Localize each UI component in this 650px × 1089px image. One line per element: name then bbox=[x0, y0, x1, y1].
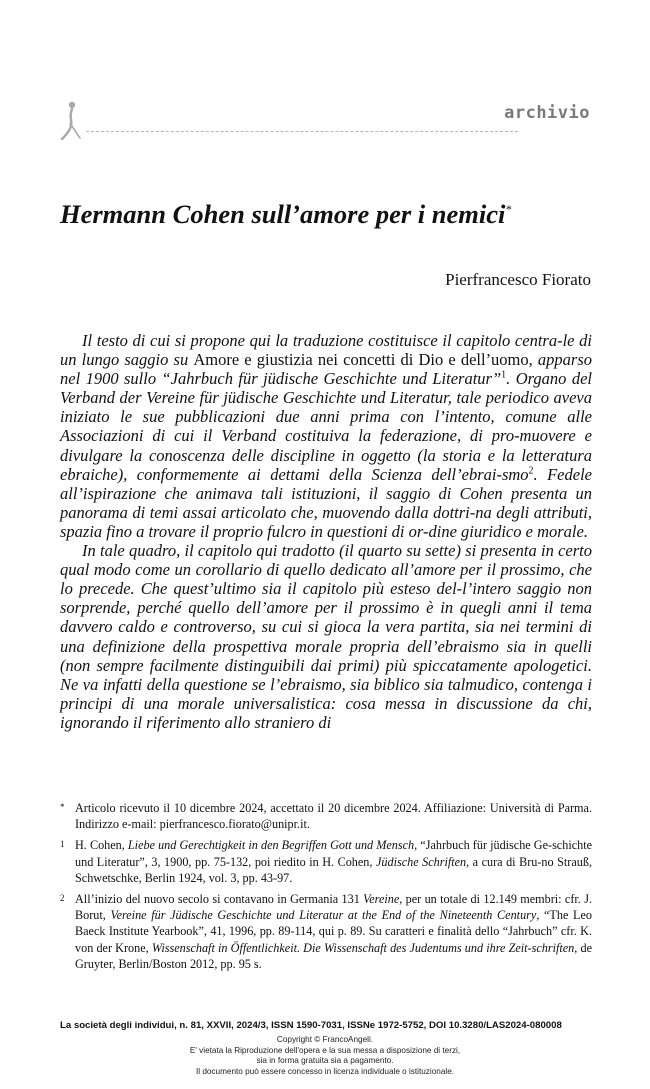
footnote-text: Articolo ricevuto il 10 dicembre 2024, accettato il 20 dicembre 2024. Affiliazione: Università di Parma. Indirizzo e-mail: pierfrancesco.fiorato@unipr.it. bbox=[75, 801, 592, 832]
footnote-mark: 1 bbox=[60, 839, 65, 850]
footnote-text bbox=[75, 837, 592, 886]
journal-logo-icon bbox=[60, 100, 82, 140]
page-header bbox=[60, 100, 590, 144]
book-title: Amore e giustizia nei concetti di Dio e dell’uomo bbox=[193, 350, 529, 370]
footnote-ref-2[interactable]: 2 bbox=[528, 465, 534, 477]
footnote-segment: , a cura di Bru-no Strauß, Schwetschke, Berlin 1924, vol. 3, pp. 43-97. bbox=[75, 854, 592, 885]
footnote-italic: Vereine für Jüdische Geschichte und Literatur at the End of the Nineteenth Century bbox=[110, 908, 537, 923]
footnote-segment: All’inizio del nuovo secolo si contavano in Germania 131 bbox=[75, 892, 364, 907]
section-label: archivio bbox=[504, 103, 590, 123]
article-title bbox=[60, 196, 600, 232]
footnote-ref-1[interactable]: 1 bbox=[501, 369, 507, 381]
copyright-line: sia in forma gratuita sia a pagamento. bbox=[256, 1056, 394, 1065]
copyright-line: E' vietata la Riproduzione dell'opera e la sua messa a disposizione di terzi, bbox=[189, 1045, 461, 1055]
footnote-segment: H. Cohen, bbox=[75, 838, 128, 853]
footnote-italic: Liebe und Gerechtigkeit in den Begriffen Gott und Mensch bbox=[127, 838, 415, 853]
footnote-segment: , “The Leo Baeck Institute Yearbook”, 41, 1996, pp. 89-114, qui p. 89. Su caratteri e finalità dello “Jahrbuch” cfr. K. von der Krone, bbox=[75, 908, 592, 955]
footnote-mark: * bbox=[60, 802, 65, 812]
copyright-notice bbox=[0, 1035, 650, 1077]
footnote-text bbox=[75, 891, 592, 972]
footnote-italic: Vereine bbox=[363, 892, 400, 907]
body-text: , apparso nel 1900 sullo “Jahrbuch für jüdische Geschichte und Literatur” bbox=[60, 350, 593, 389]
footnote-italic: Jüdische Schriften bbox=[375, 854, 467, 869]
title-footnote-mark[interactable]: * bbox=[505, 202, 512, 217]
body-paragraph-1 bbox=[60, 331, 592, 541]
footnote-segment: , “Jahrbuch für jüdische Ge-schichte und Literatur”, 3, 1900, pp. 75-132, poi riedito in H. Cohen, bbox=[75, 838, 592, 869]
copyright-line: Copyright © FrancoAngeli. bbox=[276, 1035, 374, 1044]
body-text: Il testo di cui si propone qui la traduzione costituisce il capitolo centra-le di un lungo saggio su bbox=[60, 331, 592, 370]
footnote-segment: , de Gruyter, Berlin/Boston 2012, pp. 95 s. bbox=[75, 940, 592, 971]
journal-citation: La società degli individui, n. 81, XXVII, 2024/3, ISSN 1590-7031, ISSNe 1972-5752, DOI 10.3280/LAS2024-080008 bbox=[60, 1020, 562, 1031]
header-rule bbox=[86, 131, 518, 132]
footnote-2 bbox=[60, 891, 592, 972]
author-name: Pierfrancesco Fiorato bbox=[445, 270, 591, 289]
footnote-segment: , per un totale di 12.149 membri: cfr. J. Borut, bbox=[75, 892, 592, 923]
footnote-mark: 2 bbox=[60, 893, 65, 904]
footnote-1 bbox=[60, 837, 592, 886]
copyright-line: Il documento può essere concesso in licenza individuale o istituzionale. bbox=[195, 1066, 455, 1076]
article-body bbox=[60, 331, 592, 732]
footnotes bbox=[60, 800, 592, 977]
body-paragraph-2: In tale quadro, il capitolo qui tradotto (il quarto su sette) si presenta in certo qual modo come un corollario di quello dedicato all’amore per il prossimo, che lo precede. Che quest’ultimo sia il capitolo più esteso del-l’intero saggio non sorprende, perché quello dell’amore per il prossimo è in quegli anni il tema davvero caldo e controverso, su cui si gioca la vera partita, sia nei termini di una definizione della prospettiva morale propria dell’ebraismo sia in quelli (non sempre facilmente distinguibili dai primi) più spiccatamente apologetici. Ne va infatti della questione se l’ebraismo, sia biblico sia talmudico, contenga i principi di una morale universalistica: cosa messa in discussione da chi, ignorando il riferimento allo straniero di bbox=[60, 541, 592, 732]
footnote-star bbox=[60, 800, 592, 832]
body-text: . Organo del Verband der Vereine für jüdische Geschichte und Literatur, tale periodico aveva iniziato le sue pubblicazioni due anni prima con l’intento, comune alle Associazioni di cui il Verband costituiva la federazione, di pro-muovere e divulgare la conoscenza delle discipline in oggetto (la storia e la letteratura ebraiche), conformemente ai dettami della Scienza dell’ebrai-smo bbox=[60, 369, 592, 484]
title-text: Hermann Cohen sull’amore per i nemici bbox=[60, 199, 506, 229]
footnote-italic: Wissenschaft in Öffentlichkeit. Die Wissenschaft des Judentums und ihre Zeit-schriften bbox=[151, 940, 575, 955]
body-text: . Fedele all’ispirazione che animava tali istituzioni, il saggio di Cohen presenta un panorama di temi assai articolato che, muovendo dalla dottri-na degli attributi, spazia fino a trovare il proprio fulcro in questioni di or-dine giuridico e morale. bbox=[60, 464, 592, 541]
